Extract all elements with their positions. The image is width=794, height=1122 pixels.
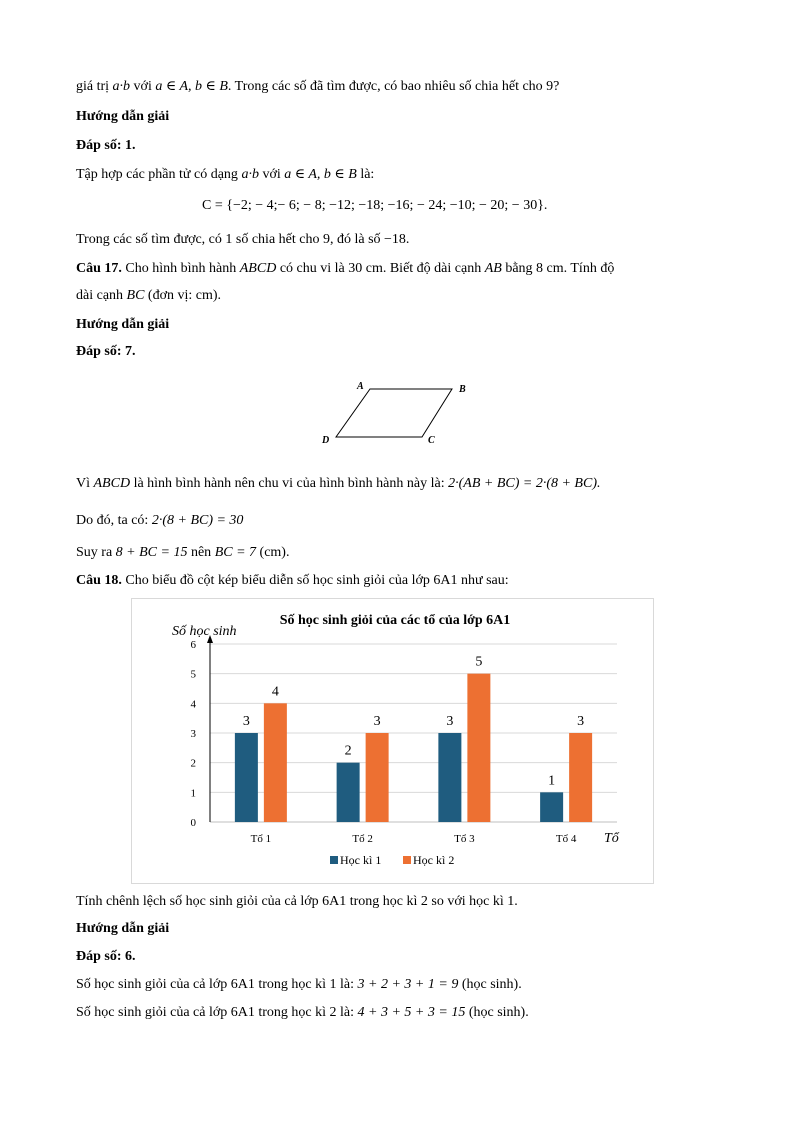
- bar: [337, 763, 360, 822]
- math-expression: a·b: [241, 167, 259, 182]
- paragraph-perimeter: [76, 475, 600, 493]
- question-label: Câu 18.: [76, 573, 122, 588]
- math-expression: a ∈ A, b ∈ B: [284, 167, 357, 182]
- text: là:: [356, 167, 375, 182]
- text: với: [258, 167, 285, 182]
- paragraph-question-continuation: [76, 78, 559, 96]
- paragraph-result: [76, 544, 289, 562]
- math-expression: 3 + 2 + 3 + 1 = 9: [357, 977, 459, 992]
- y-tick-label: 6: [190, 639, 196, 651]
- parallelogram-figure: [316, 376, 476, 448]
- text: (học sinh).: [465, 1005, 529, 1020]
- vertex-a-label: A: [357, 381, 364, 392]
- legend-label: Học kì 2: [413, 853, 455, 867]
- question-17-cont: [76, 287, 221, 305]
- math-expression: a·b: [112, 79, 131, 94]
- y-tick-label: 3: [190, 728, 196, 740]
- legend-label: Học kì 1: [340, 853, 382, 867]
- answer-3: Đáp số: 6.: [76, 949, 136, 964]
- bar-data-label: 2: [344, 743, 352, 759]
- question-label: Câu 17.: [76, 261, 122, 276]
- bar-chart: [132, 599, 653, 883]
- y-tick-label: 2: [190, 757, 196, 770]
- math-expression: AB: [484, 261, 502, 276]
- bar-data-label: 3: [373, 714, 381, 729]
- math-expression: ABCD: [239, 261, 277, 276]
- math-expression: 2·(AB + BC) = 2·(8 + BC).: [448, 476, 601, 491]
- y-tick-label: 5: [190, 668, 196, 681]
- text: bằng 8 cm. Tính độ: [501, 261, 615, 276]
- text: nên: [187, 545, 215, 560]
- answer-1: Đáp số: 1.: [76, 138, 136, 153]
- parallelogram-shape: [336, 389, 452, 437]
- text: . Trong các số đã tìm được, có bao nhiêu số chia hết cho 9?: [227, 79, 560, 94]
- solution-heading-1: Hướng dẫn giải: [76, 109, 170, 124]
- text: với: [130, 79, 156, 94]
- bar: [540, 792, 563, 822]
- text: Cho hình bình hành: [121, 261, 240, 276]
- paragraph-sem2-total: [76, 1004, 529, 1022]
- y-tick-label: 4: [190, 698, 196, 711]
- bar: [467, 674, 490, 822]
- text: Do đó, ta có:: [76, 513, 152, 528]
- bar-data-label: 3: [242, 714, 250, 729]
- bar-data-label: 5: [475, 654, 483, 670]
- x-axis-label: Tổ: [604, 831, 619, 846]
- text: Số học sinh giỏi của cả lớp 6A1 trong học kì 2 là:: [76, 1005, 358, 1020]
- text: Tập hợp các phần tử có dạng: [76, 167, 242, 182]
- text: Vì: [76, 476, 94, 491]
- x-tick-label: Tổ 2: [352, 833, 373, 845]
- answer-2: Đáp số: 7.: [76, 344, 136, 359]
- bar: [438, 733, 461, 822]
- text: dài cạnh: [76, 288, 127, 303]
- bar-data-label: 1: [548, 773, 556, 789]
- x-tick-label: Tổ 4: [555, 833, 577, 845]
- x-tick-label: Tổ 1: [250, 833, 272, 845]
- vertex-d-label: D: [322, 435, 330, 446]
- x-tick-label: Tổ 3: [454, 833, 475, 845]
- bar: [569, 733, 592, 822]
- paragraph-set-intro: [76, 166, 374, 184]
- text: (cm).: [256, 545, 290, 560]
- math-expression: BC = 7: [214, 545, 257, 560]
- bar-data-label: 3: [446, 714, 454, 729]
- legend-swatch: [330, 856, 338, 864]
- y-tick-label: 0: [190, 817, 196, 829]
- paragraph-equation: [76, 512, 243, 530]
- y-axis-label: Số học sinh: [172, 624, 237, 639]
- bar-data-label: 4: [271, 684, 279, 700]
- text: Suy ra: [76, 545, 116, 560]
- question-17: [76, 260, 614, 278]
- text: Số học sinh giỏi của cả lớp 6A1 trong học kì 1 là:: [76, 977, 358, 992]
- paragraph-sem1-total: [76, 976, 522, 994]
- legend-swatch: [403, 856, 411, 864]
- math-expression: 2·(8 + BC) = 30: [151, 513, 244, 528]
- math-expression: a ∈ A, b ∈ B: [155, 79, 228, 94]
- vertex-c-label: C: [428, 435, 435, 446]
- text: giá trị: [76, 79, 113, 94]
- solution-heading-3: Hướng dẫn giải: [76, 921, 170, 936]
- math-expression: 8 + BC = 15: [115, 545, 188, 560]
- text: (học sinh).: [458, 977, 522, 992]
- math-expression: 4 + 3 + 5 + 3 = 15: [357, 1005, 466, 1020]
- question-18-task: Tính chênh lệch số học sinh giỏi của cả lớp 6A1 trong học kì 2 so với học kì 1.: [76, 894, 518, 909]
- bar: [264, 703, 287, 822]
- math-expression: BC: [126, 288, 145, 303]
- bar: [366, 733, 389, 822]
- set-c-formula: C = {−2; − 4;− 6; − 8; −12; −18; −16; − 24; −10; − 20; − 30}.: [202, 198, 548, 213]
- vertex-b-label: B: [459, 384, 466, 395]
- y-tick-label: 1: [190, 787, 196, 800]
- bar-data-label: 3: [577, 714, 585, 729]
- text: Cho biểu đồ cột kép biểu diễn số học sinh giỏi của lớp 6A1 như sau:: [121, 573, 509, 588]
- question-18: [76, 572, 509, 590]
- solution-heading-2: Hướng dẫn giải: [76, 317, 170, 332]
- text: có chu vi là 30 cm. Biết độ dài cạnh: [276, 261, 485, 276]
- text: (đơn vị: cm).: [144, 288, 222, 303]
- bar: [235, 733, 258, 822]
- paragraph-conclusion-1: Trong các số tìm được, có 1 số chia hết cho 9, đó là số −18.: [76, 232, 410, 247]
- math-expression: ABCD: [93, 476, 131, 491]
- text: là hình bình hành nên chu vi của hình bình hành này là:: [130, 476, 449, 491]
- chart-title: Số học sinh giỏi của các tổ của lớp 6A1: [279, 613, 511, 628]
- bar-chart-container: [131, 598, 654, 884]
